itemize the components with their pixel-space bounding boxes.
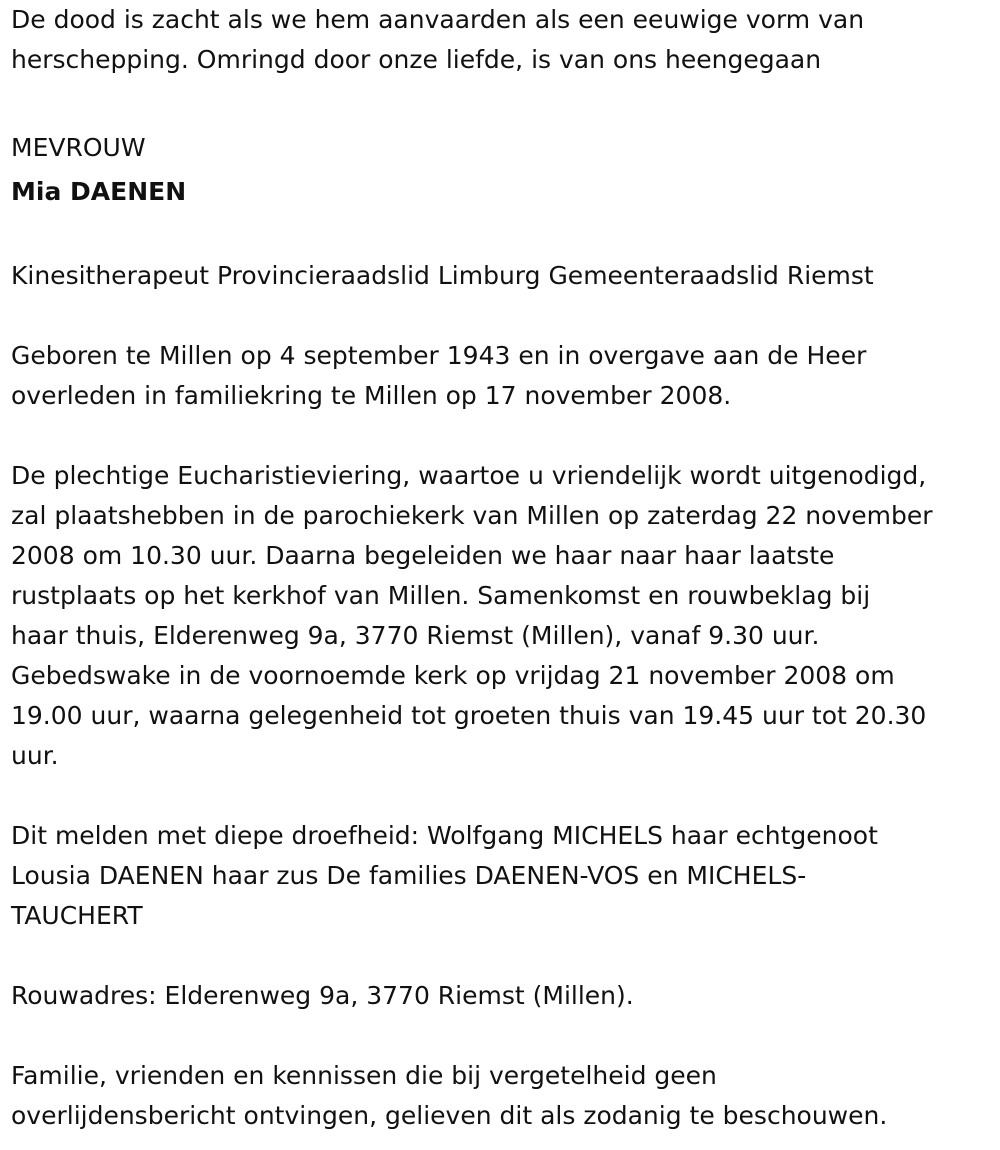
service-line: 19.00 uur, waarna gelegenheid tot groeten thuis van 19.45 uur tot 20.30	[11, 701, 927, 730]
intro-line: De dood is zacht als we hem aanvaarden als een eeuwige vorm van	[11, 5, 865, 34]
intro-paragraph	[11, 0, 992, 80]
spacer	[11, 80, 992, 120]
occupation-paragraph	[11, 256, 992, 296]
service-line: Gebedswake in de voornoemde kerk op vrijdag 21 november 2008 om	[11, 661, 895, 690]
deceased-name: Mia DAENEN	[11, 177, 187, 206]
closing-line: Familie, vrienden en kennissen die bij vergetelheid geen	[11, 1061, 717, 1090]
service-line: uur.	[11, 741, 59, 770]
deceased-title: MEVROUW	[11, 133, 146, 162]
family-line: Lousia DAENEN haar zus De families DAENEN-VOS en MICHELS-	[11, 861, 807, 890]
service-line: haar thuis, Elderenweg 9a, 3770 Riemst (Millen), vanaf 9.30 uur.	[11, 621, 820, 650]
address-line: Rouwadres: Elderenweg 9a, 3770 Riemst (Millen).	[11, 981, 634, 1010]
spacer	[11, 216, 992, 256]
address-paragraph	[11, 976, 992, 1016]
birth-death-line: overleden in familiekring te Millen op 17 november 2008.	[11, 381, 732, 410]
service-line: De plechtige Eucharistieviering, waartoe u vriendelijk wordt uitgenodigd,	[11, 461, 927, 490]
spacer	[11, 936, 992, 976]
closing-line: overlijdensbericht ontvingen, gelieven dit als zodanig te beschouwen.	[11, 1101, 888, 1130]
service-line: 2008 om 10.30 uur. Daarna begeleiden we haar naar haar laatste	[11, 541, 835, 570]
service-line: rustplaats op het kerkhof van Millen. Samenkomst en rouwbeklag bij	[11, 581, 871, 610]
service-paragraph	[11, 456, 992, 776]
closing-paragraph	[11, 1056, 992, 1136]
spacer	[11, 296, 992, 336]
intro-line: herschepping. Omringd door onze liefde, is van ons heengegaan	[11, 45, 822, 74]
family-line: Dit melden met diepe droefheid: Wolfgang MICHELS haar echtgenoot	[11, 821, 878, 850]
service-line: zal plaatshebben in de parochiekerk van Millen op zaterdag 22 november	[11, 501, 933, 530]
birth-death-paragraph	[11, 336, 992, 416]
occupation-line: Kinesitherapeut Provincieraadslid Limburg Gemeenteraadslid Riemst	[11, 261, 874, 290]
spacer	[11, 416, 992, 456]
spacer	[11, 776, 992, 816]
spacer	[11, 1016, 992, 1056]
birth-death-line: Geboren te Millen op 4 september 1943 en in overgave aan de Heer	[11, 341, 867, 370]
family-paragraph	[11, 816, 992, 936]
family-line: TAUCHERT	[11, 901, 143, 930]
